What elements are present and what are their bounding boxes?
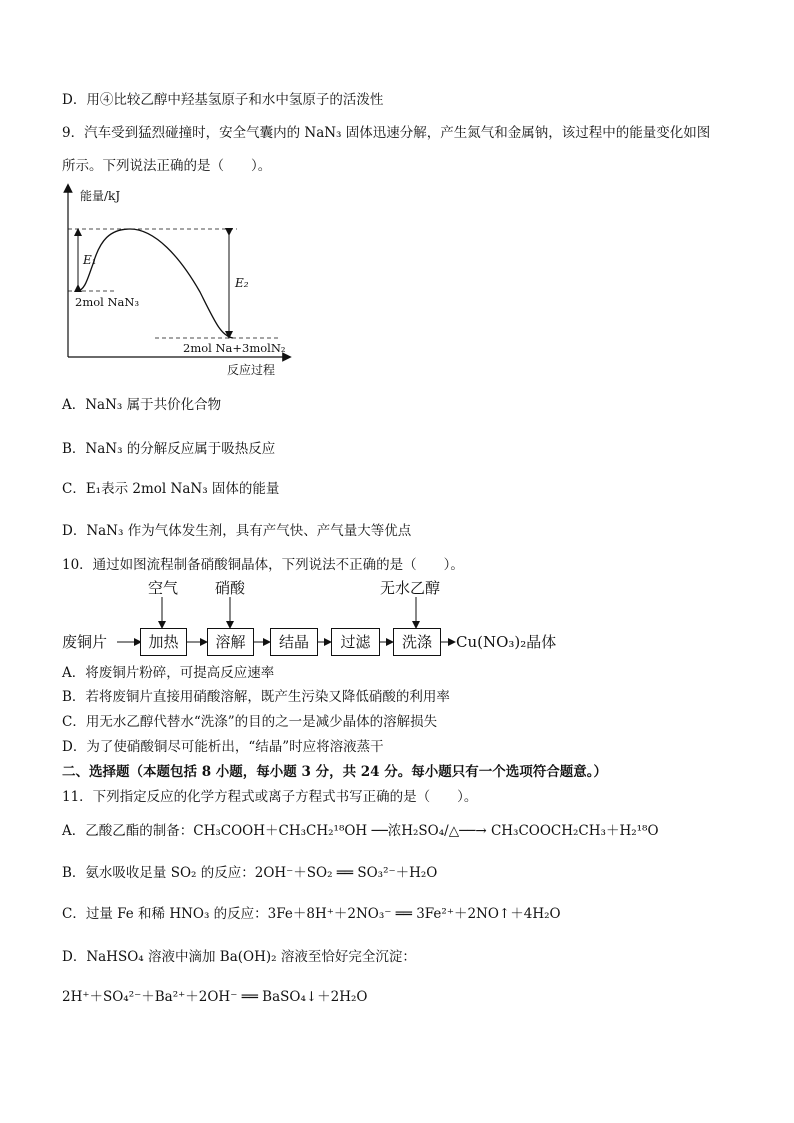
flow-step-wash: 洗涤 [393,628,441,656]
flow-step-dissolve: 溶解 [207,628,254,656]
flow-end-product: Cu(NO₃)₂晶体 [456,633,557,651]
flow-diagram [62,575,582,655]
q9-option-c: C．E₁表示 2mol NaN₃ 固体的能量 [62,481,280,497]
flow-step-filter: 过滤 [331,628,380,656]
q9-option-a: A．NaN₃ 属于共价化合物 [62,397,222,413]
q9-stem-line2: 所示。下列说法正确的是（ ）。 [62,158,272,174]
q8-option-d: D．用④比较乙醇中羟基氢原子和水中氢原子的活泼性 [62,92,384,108]
q11-option-b: B．氨水吸收足量 SO₂ 的反应：2OH⁻＋SO₂ ══ SO₃²⁻＋H₂O [62,865,438,881]
q11-option-a: A．乙酸乙酯的制备：CH₃COOH＋CH₃CH₂¹⁸OH ──浓H₂SO₄/△──→ CH₃COOCH₂CH₃＋H₂¹⁸O [62,823,659,839]
x-axis-label: 反应过程 [227,363,276,377]
flow-step-crystallize: 结晶 [270,628,318,656]
flow-input-ethanol: 无水乙醇 [380,579,441,597]
energy-diagram [55,182,295,382]
flow-input-acid: 硝酸 [215,579,246,597]
q10-stem: 10．通过如图流程制备硝酸铜晶体，下列说法不正确的是（ ）。 [62,557,464,573]
reactant-label: 2mol NaN₃ [75,295,140,309]
e2-label: E₂ [235,276,249,290]
q10-option-a: A．将废铜片粉碎，可提高反应速率 [62,665,275,681]
q9-stem-line1: 9．汽车受到猛烈碰撞时，安全气囊内的 NaN₃ 固体迅速分解，产生氮气和金属钠，该过程中的能量变化如图 [62,125,711,141]
q10-option-d: D．为了使硝酸铜尽可能析出，“结晶”时应将溶液蒸干 [62,739,384,755]
q11-option-d: D．NaHSO₄ 溶液中滴加 Ba(OH)₂ 溶液至恰好完全沉淀： [62,949,416,965]
flow-start-scrap-copper: 废铜片 [62,633,108,651]
q10-option-c: C．用无水乙醇代替水“洗涤”的目的之一是减少晶体的溶解损失 [62,714,438,730]
product-label: 2mol Na+3molN₂ [183,341,286,355]
q11-stem: 11．下列指定反应的化学方程式或离子方程式书写正确的是（ ）。 [62,789,478,805]
flow-step-heat: 加热 [140,628,187,656]
energy-curve [77,229,233,338]
section-2-heading: 二、选择题（本题包括 8 小题，每小题 3 分，共 24 分。每小题只有一个选项符合题意。） [62,764,608,780]
q11-option-d-equation: 2H⁺＋SO₄²⁻＋Ba²⁺＋2OH⁻ ══ BaSO₄↓＋2H₂O [62,989,368,1005]
q11-option-c: C．过量 Fe 和稀 HNO₃ 的反应：3Fe＋8H⁺＋2NO₃⁻ ══ 3Fe²⁺＋2NO↑＋4H₂O [62,906,561,922]
q9-option-d: D．NaN₃ 作为气体发生剂，具有产气快、产气量大等优点 [62,523,412,539]
q9-option-b: B．NaN₃ 的分解反应属于吸热反应 [62,441,276,457]
flow-input-air: 空气 [148,579,179,597]
y-axis-label: 能量/kJ [80,189,121,203]
e1-label: E₁ [83,253,97,267]
q10-option-b: B．若将废铜片直接用硝酸溶解，既产生污染又降低硝酸的利用率 [62,689,450,705]
